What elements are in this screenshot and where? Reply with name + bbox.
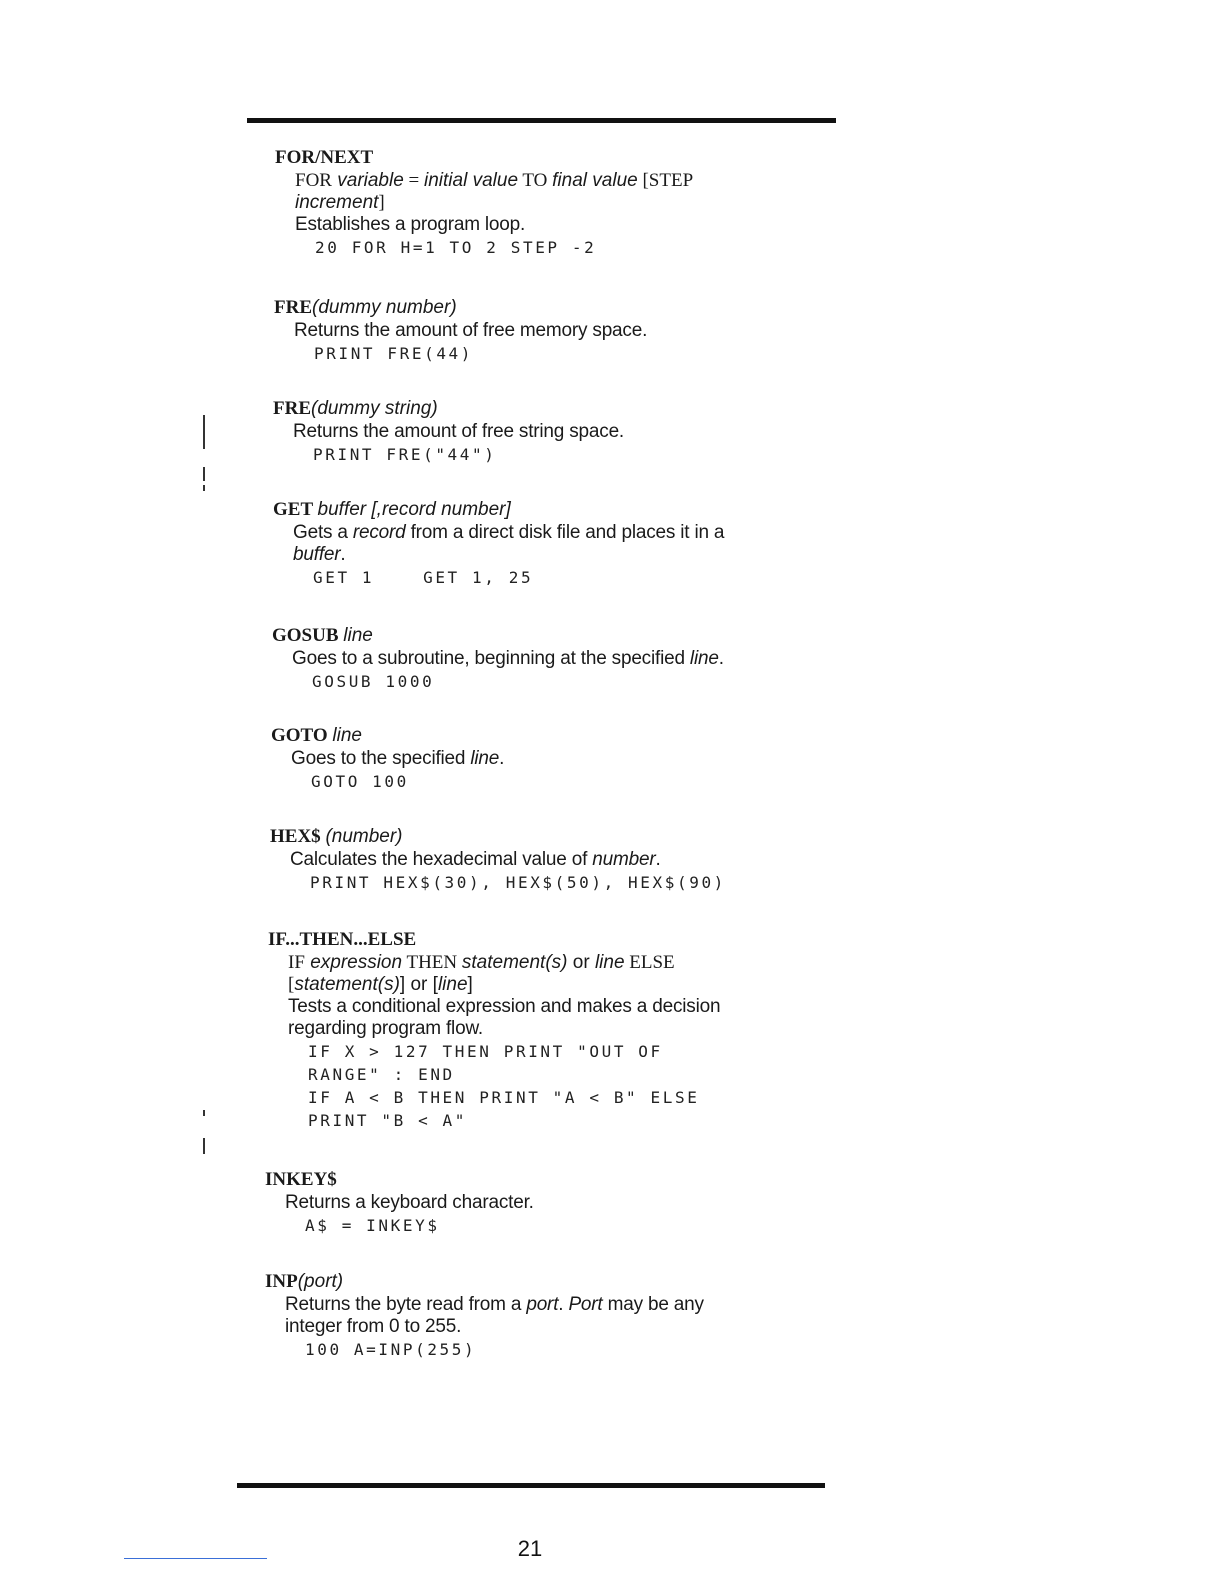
desc-text: from a direct disk file and places it in a xyxy=(405,522,725,543)
entry-description xyxy=(292,648,832,670)
desc-text: Tests a conditional expression and makes a decision xyxy=(288,996,721,1017)
entry-keyword xyxy=(265,1270,825,1294)
entry-keyword xyxy=(273,397,833,421)
entry-description: Establishes a program loop. xyxy=(295,214,526,235)
code-example: GET 1 GET 1, 25 xyxy=(313,568,534,587)
desc-text: . xyxy=(655,849,661,870)
syntax-token: statement(s) xyxy=(461,952,568,973)
entry-fre-number xyxy=(274,296,834,365)
syntax-token: final value xyxy=(552,170,638,191)
code-example: 100 A=INP(255) xyxy=(305,1340,477,1359)
keyword-text: HEX$ xyxy=(270,826,321,847)
entry-keyword xyxy=(273,498,833,522)
entry-description xyxy=(291,748,831,770)
code-example: PRINT HEX$(30), HEX$(50), HEX$(90) xyxy=(310,873,726,892)
keyword-args: (dummy number) xyxy=(312,297,457,318)
desc-text: Gets a xyxy=(293,522,353,543)
syntax-token: ] or [ xyxy=(399,974,438,995)
entry-keyword: INKEY$ xyxy=(265,1169,337,1190)
entry-description xyxy=(285,1294,825,1338)
desc-text: Port xyxy=(568,1294,603,1315)
syntax-token: = xyxy=(403,170,425,191)
desc-text: line xyxy=(689,648,719,669)
keyword-text: INP xyxy=(265,1271,298,1292)
syntax-token: line xyxy=(594,952,625,973)
syntax-token: increment xyxy=(295,192,379,213)
entry-inp xyxy=(265,1270,825,1361)
entry-description xyxy=(293,522,833,566)
code-example: GOSUB 1000 xyxy=(312,672,435,691)
keyword-args: line xyxy=(332,725,362,746)
syntax-token: statement(s) xyxy=(294,974,400,995)
footer-underline xyxy=(124,1558,267,1559)
desc-text: Goes to the specified xyxy=(291,748,471,769)
code-example: IF X > 127 THEN PRINT "OUT OF xyxy=(308,1042,663,1061)
syntax-token: expression xyxy=(310,952,403,973)
code-example: PRINT FRE("44") xyxy=(313,445,497,464)
syntax-token: line xyxy=(437,974,468,995)
code-example: PRINT FRE(44) xyxy=(314,344,474,363)
entry-hex xyxy=(270,825,830,894)
syntax-token: THEN xyxy=(402,952,462,973)
syntax-token: or xyxy=(567,952,595,973)
entry-description: Returns the amount of free memory space. xyxy=(294,320,648,341)
entry-fre-string xyxy=(273,397,833,466)
entry-keyword xyxy=(272,624,832,648)
entry-for-next xyxy=(275,146,835,259)
entry-keyword xyxy=(270,825,830,849)
entry-keyword: IF...THEN...ELSE xyxy=(268,929,417,950)
code-example: A$ = INKEY$ xyxy=(305,1216,440,1235)
code-example: IF A < B THEN PRINT "A < B" ELSE xyxy=(308,1088,700,1107)
desc-text: . xyxy=(499,748,505,769)
entry-goto xyxy=(271,724,831,793)
desc-text: Goes to a subroutine, beginning at the specified xyxy=(292,648,690,669)
margin-scan-marks xyxy=(200,1110,210,1170)
syntax-token: ] xyxy=(378,192,385,213)
entry-keyword xyxy=(274,296,834,320)
desc-text: record xyxy=(352,522,406,543)
entry-keyword xyxy=(271,724,831,748)
desc-text: Calculates the hexadecimal value of xyxy=(290,849,593,870)
syntax-token: variable xyxy=(337,170,404,191)
page-number: 21 xyxy=(517,1536,543,1561)
syntax-token: ELSE xyxy=(624,952,675,973)
desc-text: may be any xyxy=(602,1294,704,1315)
desc-text: . xyxy=(718,648,724,669)
code-example: RANGE" : END xyxy=(308,1065,455,1084)
bottom-rule xyxy=(237,1483,825,1488)
entry-description: Returns the amount of free string space. xyxy=(293,421,625,442)
syntax-token: [STEP xyxy=(637,170,694,191)
desc-text: integer from 0 to 255. xyxy=(285,1316,462,1337)
desc-text: regarding program flow. xyxy=(288,1018,484,1039)
keyword-text: GOTO xyxy=(271,725,328,746)
desc-text: . xyxy=(340,544,346,565)
code-example: GOTO 100 xyxy=(311,772,409,791)
syntax-token: TO xyxy=(518,170,553,191)
syntax-token: FOR xyxy=(295,170,332,191)
keyword-args: line xyxy=(343,625,373,646)
keyword-args: (port) xyxy=(297,1271,344,1292)
desc-text: buffer xyxy=(293,544,341,565)
desc-text: line xyxy=(470,748,500,769)
syntax-token: IF xyxy=(288,952,305,973)
desc-text: number xyxy=(592,849,656,870)
entry-description xyxy=(290,849,830,871)
entry-get xyxy=(273,498,833,589)
keyword-args: (number) xyxy=(325,826,403,847)
keyword-args: (dummy string) xyxy=(311,398,438,419)
syntax-token: ] xyxy=(467,974,473,995)
keyword-args: buffer [,record number] xyxy=(317,499,511,520)
margin-scan-marks xyxy=(200,415,210,495)
entry-syntax xyxy=(288,952,828,996)
desc-text: Returns the byte read from a xyxy=(285,1294,527,1315)
code-example: 20 FOR H=1 TO 2 STEP -2 xyxy=(315,238,597,257)
syntax-token: [ xyxy=(288,974,295,995)
entry-keyword: FOR/NEXT xyxy=(275,147,374,168)
desc-text: . xyxy=(558,1294,569,1315)
entry-if-then-else xyxy=(268,928,828,1132)
syntax-token: initial value xyxy=(424,170,519,191)
keyword-text: FRE xyxy=(274,297,312,318)
keyword-text: GOSUB xyxy=(272,625,339,646)
entry-syntax xyxy=(295,170,835,214)
entry-description xyxy=(288,996,828,1040)
entry-gosub xyxy=(272,624,832,693)
entry-inkey xyxy=(265,1168,825,1237)
keyword-text: FRE xyxy=(273,398,311,419)
code-example: PRINT "B < A" xyxy=(308,1111,468,1130)
entry-description: Returns a keyboard character. xyxy=(285,1192,534,1213)
keyword-text: GET xyxy=(273,499,313,520)
desc-text: port xyxy=(526,1294,559,1315)
